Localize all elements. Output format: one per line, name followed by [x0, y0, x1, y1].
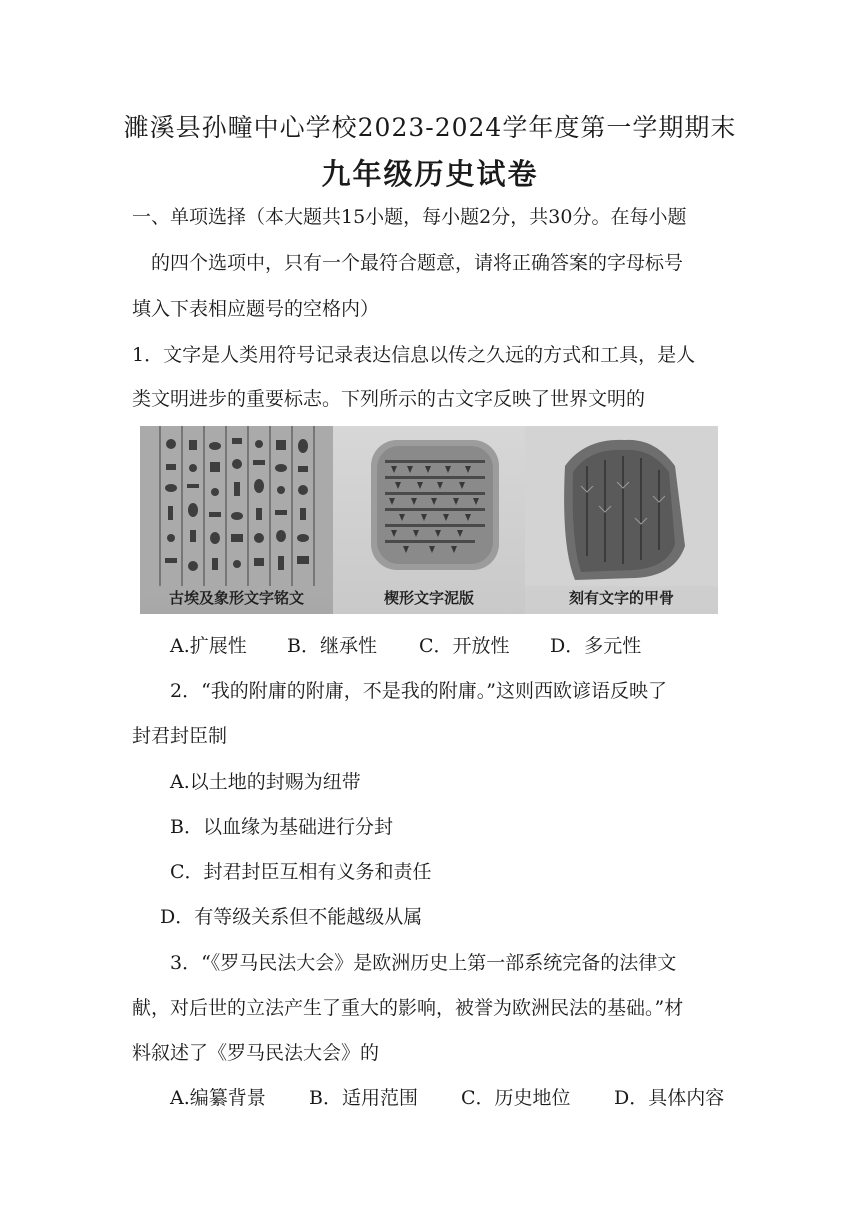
question-1-options [170, 633, 641, 659]
figure-caption: 古埃及象形文字铭文 [168, 589, 304, 607]
option-a: A.以土地的封赐为纽带 [170, 771, 361, 793]
instruction-line: 的四个选项中，只有一个最符合题意，请将正确答案的字母标号 [151, 252, 684, 274]
exam-title-subject: 九年级历史试卷 [321, 157, 539, 191]
question-stem-line: 1．文字是人类用符号记录表达信息以传之久远的方式和工具，是人 [132, 344, 696, 366]
option-c: C．历史地位 [461, 1087, 571, 1109]
figure-caption: 刻有文字的甲骨 [568, 589, 674, 607]
option-b: B．适用范围 [309, 1087, 418, 1109]
option-a: A.扩展性 [170, 635, 247, 657]
question-stem-line: 3．“《罗马民法大会》是欧洲历史上第一部系统完备的法律文 [170, 952, 677, 974]
oracle-bone-icon [525, 426, 718, 586]
question-stem-line: 类文明进步的重要标志。下列所示的古文字反映了世界文明的 [132, 388, 646, 410]
option-d: D．具体内容 [614, 1087, 725, 1109]
oracle-bone-photo [525, 426, 718, 614]
option-c: C．封君封臣互相有义务和责任 [170, 861, 432, 883]
question-stem-line: 献，对后世的立法产生了重大的影响，被誉为欧洲民法的基础。”材 [132, 997, 684, 1019]
question-3-options [170, 1085, 724, 1111]
egyptian-hieroglyph-photo [140, 426, 333, 614]
question-stem-line: 料叙述了《罗马民法大会》的 [132, 1042, 380, 1064]
option-d: D．多元性 [550, 635, 642, 657]
option-b: B．继承性 [287, 635, 377, 657]
cuneiform-tablet-photo [333, 426, 525, 614]
hieroglyph-inscription-icon [140, 426, 333, 586]
option-d: D．有等级关系但不能越级从属 [160, 906, 423, 928]
question-stem-line: 封君封臣制 [132, 725, 228, 747]
exam-title-school: 濉溪县孙疃中心学校2023-2024学年度第一学期期末 [123, 113, 737, 142]
question-stem-line: 2．“我的附庸的附庸，不是我的附庸。”这则西欧谚语反映了 [170, 680, 668, 702]
clay-tablet-icon [333, 426, 525, 586]
instruction-line: 一、单项选择（本大题共15小题，每小题2分，共30分。在每小题 [132, 206, 687, 228]
figure-caption: 楔形文字泥版 [383, 589, 474, 607]
ancient-scripts-figure [140, 426, 718, 614]
option-c: C．开放性 [419, 635, 510, 657]
instruction-line: 填入下表相应题号的空格内） [132, 298, 380, 320]
option-b: B．以血缘为基础进行分封 [170, 816, 393, 838]
option-a: A.编纂背景 [170, 1087, 266, 1109]
